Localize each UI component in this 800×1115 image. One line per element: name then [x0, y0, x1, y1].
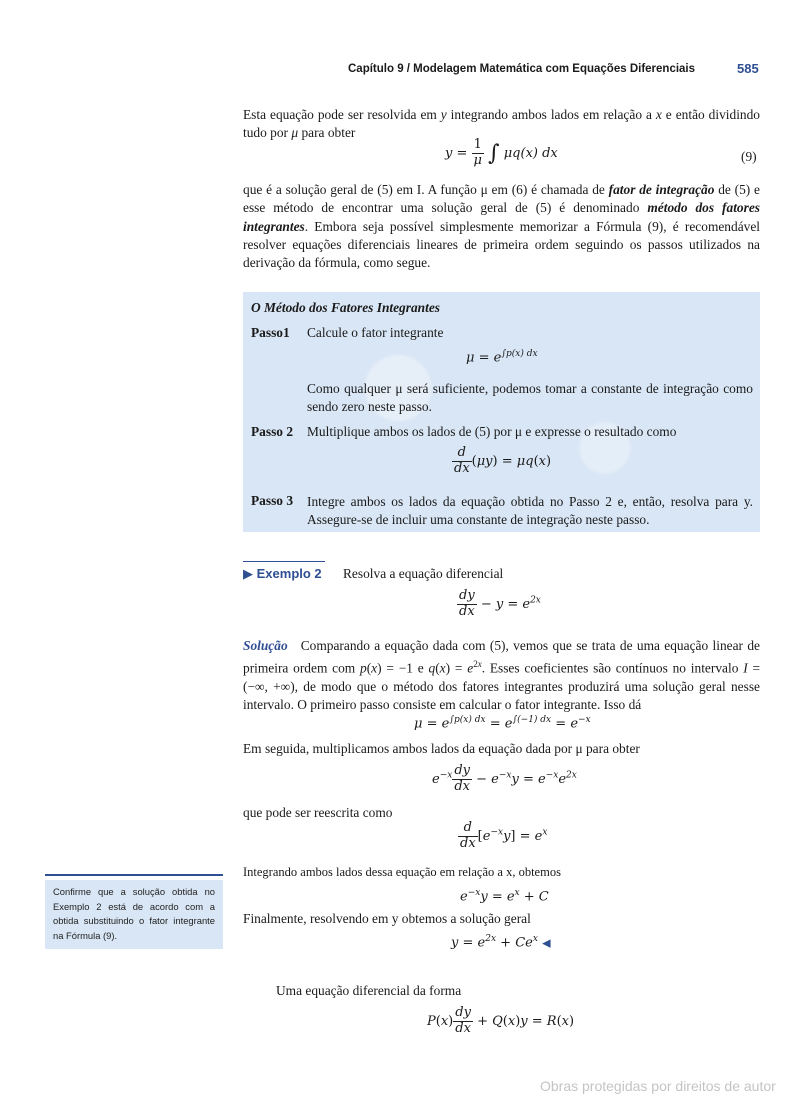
copyright-watermark: Obras protegidas por direitos de autor: [540, 1078, 776, 1094]
method-box-title: O Método dos Fatores Integrantes: [251, 300, 440, 315]
sidenote: Confirme que a solução obtida no Exemplo 2 está de acordo com a obtida substituindo o fator integrante na Fórmula (9).: [45, 880, 223, 949]
closing-equation: P(x) $\frac{dy}{dx}$ + Q(x)y = R(x): [427, 1005, 575, 1036]
sidenote-rule: [45, 874, 223, 876]
equation-9: y = $\frac{1}{\mu}$ ∫ μq(x) dx: [445, 137, 558, 168]
intro-p2-middle: de (5) e esse método de encontrar uma solução geral de (5) é denominado: [243, 182, 760, 216]
step3-label: Passo 3: [251, 493, 294, 508]
step1-note: Como qualquer μ será suficiente, podemos tomar a constante de integração como sendo zero neste passo.: [307, 381, 753, 415]
intro-p2-end: . Embora seja possível simplesmente memorizar a Fórmula (9), é recomendável resolver equações diferenciais lineares de primeira ordem seguindo os passos utilizados na derivação da fórmula, como segue.: [243, 218, 760, 271]
example-equation: $\frac{dy}{dx}$ − $y = e^{2x}$: [459, 588, 541, 619]
rewrite-text: que pode ser reescrita como: [243, 805, 393, 820]
multiplied-equation: $e^{-x}$ $\frac{dy}{dx}$ − $e^{-x}y = e^{-x}e^{2x}$: [432, 763, 577, 794]
step2-equation: $\frac{d}{dx}$ (μy) = μq(x): [454, 445, 552, 476]
integrated-equation: $e^{-x}y = e^x + C$: [460, 888, 549, 905]
step2-label: Passo 2: [251, 424, 294, 439]
intro-paragraph-1: Esta equação pode ser resolvida em y integrando ambos lados em relação a x e então dividindo tudo por μ para obter: [243, 107, 760, 141]
triangle-icon: ▶: [243, 566, 253, 581]
example-rule: [243, 561, 325, 562]
step2-text: Multiplique ambos os lados de (5) por μ e expresse o resultado como: [307, 424, 677, 439]
step3-text: Integre ambos os lados da equação obtida no Passo 2 e, então, resolva para y. Assegure-se de incluir uma constante de integração neste passo.: [307, 494, 753, 528]
intro-paragraph-2: [243, 181, 760, 272]
final-text: Finalmente, resolvendo em y obtemos a solução geral: [243, 911, 531, 926]
integrating-factor-equation: $\mu = e^{\int p(x) dx} = e^{\int(-1) dx} = e^{-x}$: [414, 715, 591, 732]
intro-p2-start: que é a solução geral de (5) em I. A função μ em (6) é chamada de: [243, 182, 605, 197]
solution-label: Solução: [243, 638, 288, 653]
step1-text: Calcule o fator integrante: [307, 325, 444, 340]
running-header: Capítulo 9 / Modelagem Matemática com Equações Diferenciais: [348, 63, 696, 75]
rewritten-equation: $\frac{d}{dx}$ $[e^{-x}y] = e^x$: [460, 820, 548, 851]
step1-equation: $\mu = e^{\int p(x) dx}$: [466, 349, 538, 366]
term-metodo-fatores: método dos fatores integrantes: [243, 200, 760, 234]
page-number: 585: [737, 61, 759, 76]
general-solution-equation: $y = e^{2x} + Ce^x$ ◀: [451, 934, 551, 951]
end-triangle-icon: ◀: [542, 936, 551, 950]
example-statement: Resolva a equação diferencial: [343, 566, 504, 581]
equation-9-label: (9): [741, 149, 757, 164]
solution-paragraph: Solução Comparando a equação dada com (5), vemos que se trata de uma equação linear de primeira ordem com p(x) = −1 e $q(x) = e^{2x}$. Esses coeficientes são contínuos no intervalo I = (−∞, +∞), de modo que o método dos fatores integrantes produzirá uma solução geral nesse intervalo. O primeiro passo consiste em calcular o fator integrante. Isso dá: [243, 638, 760, 713]
example-label: ▶ Exemplo 2: [243, 566, 322, 581]
multiply-text: Em seguida, multiplicamos ambos lados da equação dada por μ para obter: [243, 741, 640, 756]
term-fator-integracao: fator de integração: [608, 182, 715, 197]
integrate-text: Integrando ambos lados dessa equação em relação a x, obtemos: [243, 865, 561, 879]
closing-text: Uma equação diferencial da forma: [276, 983, 462, 998]
step1-label: Passo1: [251, 325, 290, 340]
